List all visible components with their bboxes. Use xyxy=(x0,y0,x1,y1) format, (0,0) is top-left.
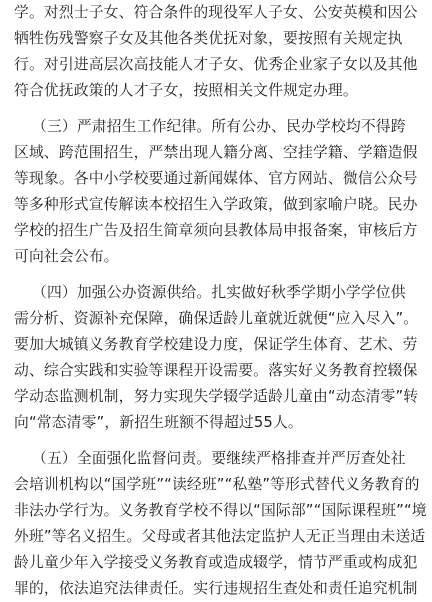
text-line: 牺牲伤残警察子女及其他各类优抚对象，要按照有关规定执 xyxy=(14,30,403,47)
text-line: 学校的招生广告及招生简章须向县教体局申报备案，审核后方 xyxy=(14,222,418,239)
text-line: 非法办学行为。义务教育学校不得以“国际部”“国际课程班”“境 xyxy=(14,502,427,519)
paragraph-heading-3: （三）严肃招生工作纪律。所有公办、民办学校均不得跨 xyxy=(32,118,406,135)
text-line: 区域、跨范围招生，严禁出现人籍分离、空挂学籍、学籍造假 xyxy=(14,144,418,161)
text-line: 学动态监测机制，努力实现失学辍学适龄儿童由“动态清零”转 xyxy=(14,388,419,405)
text-line: 需分析、资源补充保障，确保适龄儿童就近就便“应入尽入”。 xyxy=(14,310,419,327)
text-line: 会培训机构以“国学班”“读经班”“私塾”等形式替代义务教育的 xyxy=(14,476,420,493)
text-line: 罪的，依法追究法律责任。实行违规招生查处和责任追究机制 xyxy=(14,580,418,597)
text-line: 等现象。各中小学校要通过新闻媒体、官方网站、微信公众号 xyxy=(14,170,418,187)
text-line: 动、综合实践和实验等课程开设需要。落实好义务教育控辍保 xyxy=(14,362,418,379)
text-line: 学。对烈士子女、符合条件的现役军人子女、公安英模和因公 xyxy=(14,4,418,21)
paragraph-heading-4: （四）加强公办资源供给。扎实做好秋季学期小学学位供 xyxy=(32,284,406,301)
text-line: 行。对引进高层次高技能人才子女、优秀企业家子女以及其他 xyxy=(14,56,418,73)
text-line: 要加大城镇义务教育学校建设力度，保证学生体育、艺术、劳 xyxy=(14,336,418,353)
text-line: 外班”等名义招生。父母或者其他法定监护人无正当理由未送适 xyxy=(14,528,426,545)
text-line: 可向社会公布。 xyxy=(14,248,119,265)
text-line: 等多种形式宣传解读本校招生入学政策，做到家喻户晓。民办 xyxy=(14,196,418,213)
text-line: 龄儿童少年入学接受义务教育或造成辍学，情节严重或构成犯 xyxy=(14,554,418,571)
paragraph-heading-5: （五）全面强化监督问责。要继续严格排查并严厉查处社 xyxy=(32,450,406,467)
text-line: 符合优抚政策的人才子女，按照相关文件规定办理。 xyxy=(14,82,358,99)
text-line: 向“常态清零”，新招生班额不得超过55人。 xyxy=(14,414,303,431)
